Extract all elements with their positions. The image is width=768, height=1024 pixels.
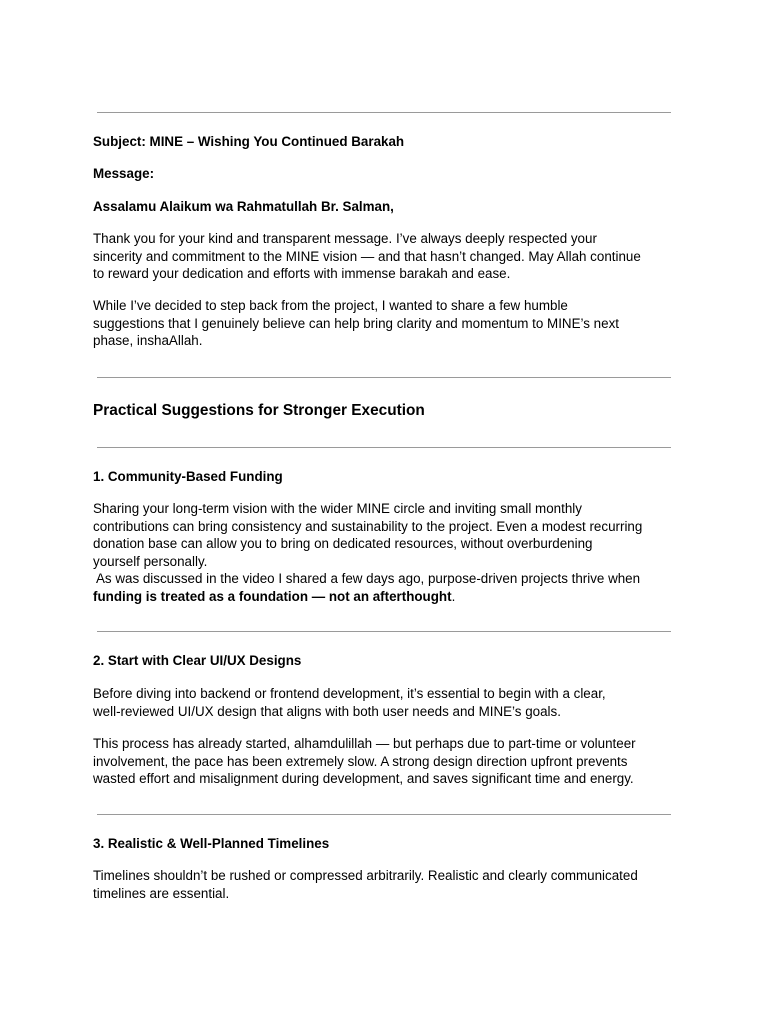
divider: [97, 377, 671, 378]
step-back-line: phase, inshaAllah.: [93, 333, 203, 348]
timelines-line: Timelines shouldn’t be rushed or compressed arbitrarily. Realistic and clearly communicated: [93, 868, 638, 883]
greeting: Assalamu Alaikum wa Rahmatullah Br. Salman,: [93, 199, 394, 214]
design-line: This process has already started, alhamdulillah — but perhaps due to part-time or volunteer: [93, 736, 636, 751]
divider: [97, 112, 671, 113]
step-back-line: While I’ve decided to step back from the project, I wanted to share a few humble: [93, 298, 568, 313]
intro-line: to reward your dedication and efforts with immense barakah and ease.: [93, 266, 511, 281]
suggestion-heading-funding: 1. Community-Based Funding: [93, 469, 283, 484]
design-line: involvement, the pace has been extremely slow. A strong design direction upfront prevents: [93, 753, 628, 769]
intro-line: Thank you for your kind and transparent message. I’ve always deeply respected your: [93, 231, 597, 246]
divider: [97, 631, 671, 632]
suggestion-heading-design: 2. Start with Clear UI/UX Designs: [93, 653, 302, 668]
funding-line: yourself personally.: [93, 553, 208, 569]
funding-line: Sharing your long-term vision with the wider MINE circle and inviting small monthly: [93, 501, 582, 516]
intro-line: sincerity and commitment to the MINE vision — and that hasn’t changed. May Allah continue: [93, 248, 641, 264]
funding-line: contributions can bring consistency and sustainability to the project. Even a modest recurring: [93, 518, 643, 534]
suggestion-heading-timelines: 3. Realistic & Well-Planned Timelines: [93, 836, 330, 851]
funding-emphasis-line: [93, 588, 683, 606]
divider: [97, 447, 671, 448]
divider: [97, 814, 671, 815]
step-back-line: suggestions that I genuinely believe can help bring clarity and momentum to MINE’s next: [93, 315, 619, 331]
timelines-line: timelines are essential.: [93, 885, 230, 901]
funding-emphasis-tail: .: [451, 588, 456, 604]
design-line: Before diving into backend or frontend development, it’s essential to begin with a clear,: [93, 686, 606, 701]
message-label: Message:: [93, 166, 155, 181]
email-subject: Subject: MINE – Wishing You Continued Barakah: [93, 134, 405, 149]
funding-emphasis: funding is treated as a foundation — not an afterthought: [93, 588, 452, 604]
funding-line: As was discussed in the video I shared a few days ago, purpose-driven projects thrive when: [93, 571, 641, 586]
design-line: wasted effort and misalignment during development, and saves significant time and energy.: [93, 771, 634, 786]
funding-line: donation base can allow you to bring on dedicated resources, without overburdening: [93, 536, 593, 551]
section-title: Practical Suggestions for Stronger Execution: [93, 402, 425, 419]
design-line: well-reviewed UI/UX design that aligns with both user needs and MINE’s goals.: [93, 703, 561, 719]
